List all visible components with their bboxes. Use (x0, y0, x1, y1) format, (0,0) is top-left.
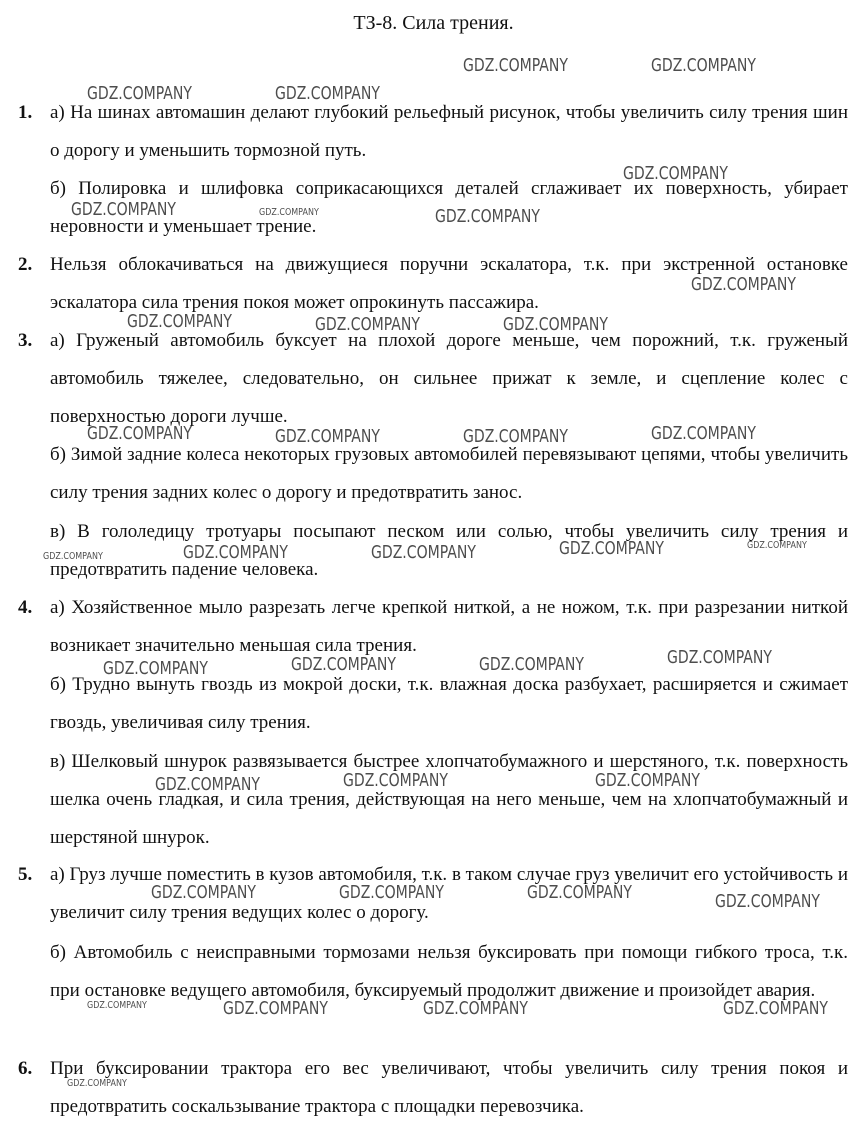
watermark: GDZ.COMPANY (559, 538, 664, 559)
watermark: GDZ.COMPANY (463, 55, 568, 76)
watermark: GDZ.COMPANY (463, 426, 568, 447)
item-number: 6. (18, 1058, 33, 1079)
watermark: GDZ.COMPANY (691, 274, 796, 295)
watermark: GDZ.COMPANY (527, 882, 632, 903)
watermark: GDZ.COMPANY (315, 314, 420, 335)
watermark: GDZ.COMPANY (71, 199, 176, 220)
item-paragraph: а) На шинах автомашин делают глубокий рельефный рисунок, чтобы увеличить силу трения шин о дорогу и уменьшить тормозной путь. (50, 102, 848, 161)
watermark: GDZ.COMPANY (87, 83, 192, 104)
watermark: GDZ.COMPANY (103, 658, 208, 679)
item-paragraph: а) Груз лучше поместить в кузов автомобиля, т.к. в таком случае груз увеличит его устойчивость и увеличит силу трения ведущих колес о дорогу. (50, 864, 848, 923)
watermark: GDZ.COMPANY (667, 647, 772, 668)
item-paragraph: б) Трудно вынуть гвоздь из мокрой доски, т.к. влажная доска разбухает, расширяется и сжимает гвоздь, увеличивая силу трения. (50, 674, 848, 733)
watermark: GDZ.COMPANY (275, 83, 380, 104)
watermark: GDZ.COMPANY (87, 1000, 147, 1011)
watermark: GDZ.COMPANY (715, 891, 820, 912)
watermark: GDZ.COMPANY (747, 540, 807, 551)
watermark: GDZ.COMPANY (435, 206, 540, 227)
item-paragraph: б) Автомобиль с неисправными тормозами нельзя буксировать при помощи гибкого троса, т.к. при остановке ведущего автомобиля, буксируемый продолжит движение и произойдет авария. (50, 942, 848, 1001)
watermark: GDZ.COMPANY (651, 423, 756, 444)
watermark: GDZ.COMPANY (127, 311, 232, 332)
watermark: GDZ.COMPANY (595, 770, 700, 791)
watermark: GDZ.COMPANY (259, 207, 319, 218)
watermark: GDZ.COMPANY (223, 998, 328, 1019)
item-paragraph: б) Полировка и шлифовка соприкасающихся деталей сглаживает их поверхность, убирает неровности и уменьшает трение. (50, 178, 848, 237)
watermark: GDZ.COMPANY (67, 1078, 127, 1089)
item-paragraph: Нельзя облокачиваться на движущиеся поручни эскалатора, т.к. при экстренной остановке эскалатора сила трения покоя может опрокинуть пассажира. (50, 254, 848, 313)
watermark: GDZ.COMPANY (339, 882, 444, 903)
item-paragraph: в) В гололедицу тротуары посыпают песком или солью, чтобы увеличить силу трения и предотвратить падение человека. (50, 521, 848, 580)
watermark: GDZ.COMPANY (503, 314, 608, 335)
page-title: ТЗ-8. Сила трения. (353, 12, 514, 34)
item-number: 4. (18, 597, 33, 618)
watermark: GDZ.COMPANY (291, 654, 396, 675)
watermark: GDZ.COMPANY (371, 542, 476, 563)
watermark: GDZ.COMPANY (479, 654, 584, 675)
watermark: GDZ.COMPANY (275, 426, 380, 447)
item-paragraph: а) Груженый автомобиль буксует на плохой дороге меньше, чем порожний, т.к. груженый автомобиль тяжелее, следовательно, он сильнее прижат к земле, и сцепление колес с поверхностью дороги лучше. (50, 330, 848, 427)
watermark: GDZ.COMPANY (43, 551, 103, 562)
item-paragraph: а) Хозяйственное мыло разрезать легче крепкой ниткой, а не ножом, т.к. при разрезании ниткой возникает значительно меньшая сила трения. (50, 597, 848, 656)
item-number: 2. (18, 254, 33, 275)
watermark: GDZ.COMPANY (651, 55, 756, 76)
item-number: 3. (18, 330, 33, 351)
watermark: GDZ.COMPANY (343, 770, 448, 791)
watermark: GDZ.COMPANY (155, 774, 260, 795)
watermark: GDZ.COMPANY (151, 882, 256, 903)
watermark: GDZ.COMPANY (423, 998, 528, 1019)
watermark: GDZ.COMPANY (623, 163, 728, 184)
item-number: 1. (18, 102, 33, 123)
watermark: GDZ.COMPANY (723, 998, 828, 1019)
item-paragraph: в) Шелковый шнурок развязывается быстрее хлопчатобумажного и шерстяного, т.к. поверхность шелка очень гладкая, и сила трения, действующая на него меньше, чем на хлопчатобумажный и шерстяной шнурок. (50, 751, 848, 848)
item-paragraph: б) Зимой задние колеса некоторых грузовых автомобилей перевязывают цепями, чтобы увеличить силу трения задних колес о дорогу и предотвратить занос. (50, 444, 848, 503)
item-number: 5. (18, 864, 33, 885)
watermark: GDZ.COMPANY (183, 542, 288, 563)
item-paragraph: При буксировании трактора его вес увеличивают, чтобы увеличить силу трения покоя и предотвратить соскальзывание трактора с площадки перевозчика. (50, 1058, 848, 1117)
watermark: GDZ.COMPANY (87, 423, 192, 444)
